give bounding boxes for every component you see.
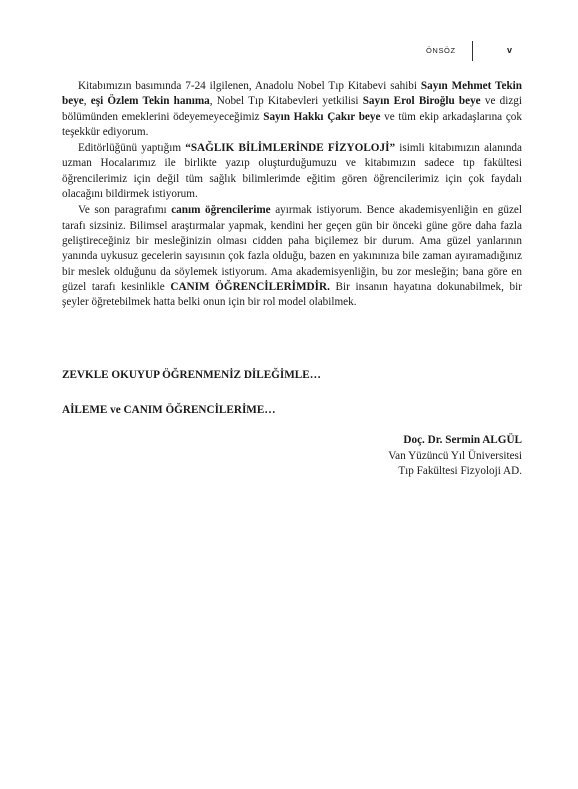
preface-body: [62, 79, 522, 310]
section-title: ÖNSÖZ: [426, 46, 456, 55]
paragraph-acknowledgements: Kitabımızın basımında 7-24 ilgilenen, Anadolu Nobel Tıp Kitabevi sahibi Sayın Mehmet Tekin beye, eşi Özlem Tekin hanıma, Nobel Tıp Kitabevleri yetkilisi Sayın Erol Biroğlu beye ve dizgi bölümünden emeklerini ödeyemeyeceğimiz Sayın Hakkı Çakır beye ve tüm ekip arkadaşlarına çok teşekkür ediyorum.: [62, 80, 523, 138]
author-department: Tıp Fakültesi Fizyoloji AD.: [398, 465, 522, 477]
paragraph-book-purpose: Editörlüğünü yaptığım “SAĞLIK BİLİMLERİNDE FİZYOLOJİ” isimli kitabımızın alanında uzman Hocalarımız ile birlikte yazıp oluşturduğumuzu ve kitabımızın sadece tıp fakültesi öğrencilerimiz için değil tüm sağlık bilimlerimde eğitim gören öğrencilerimiz için çok faydalı olacağını bildirmek istiyorum.: [62, 142, 522, 201]
signature-block: [388, 433, 522, 480]
header-divider: [472, 41, 473, 61]
paragraph-students: Ve son paragrafımı canım öğrencilerime ayırmak istiyorum. Bence akademisyenliğin en güzel tarafı sizsiniz. Bilimsel araştırmalar yapmak, kendini her geçen gün bir önceki güne göre daha fazla geliştireceğiniz bir mesleğinizin olması cidden paha biçilemez bir durum. Ama güzel yanlarının yanında uykusuz gecelerin sayısının çok fazla olduğu, bazen en yakınınıza bile zaman ayıramadığınız bir meslek olduğunu da söylemek istiyorum. Ama akademisyenliğin, bu zor mesleğin; bana göre en güzel tarafı kesinlikle CANIM ÖĞRENCİLERİMDİR. Bir insanın hayatına dokunabilmek, bir şeyler öğretebilmek hatta belki onun için bir rol model olabilmek.: [62, 204, 522, 309]
closing-line-wish: ZEVKLE OKUYUP ÖĞRENMENİZ DİLEĞİMLE…: [62, 369, 321, 381]
author-name: Doç. Dr. Sermin ALGÜL: [403, 434, 522, 446]
page-number: v: [507, 45, 513, 55]
closing-line-dedication: AİLEME ve CANIM ÖĞRENCİLERİME…: [62, 404, 276, 416]
author-institution: Van Yüzüncü Yıl Üniversitesi: [388, 449, 522, 462]
